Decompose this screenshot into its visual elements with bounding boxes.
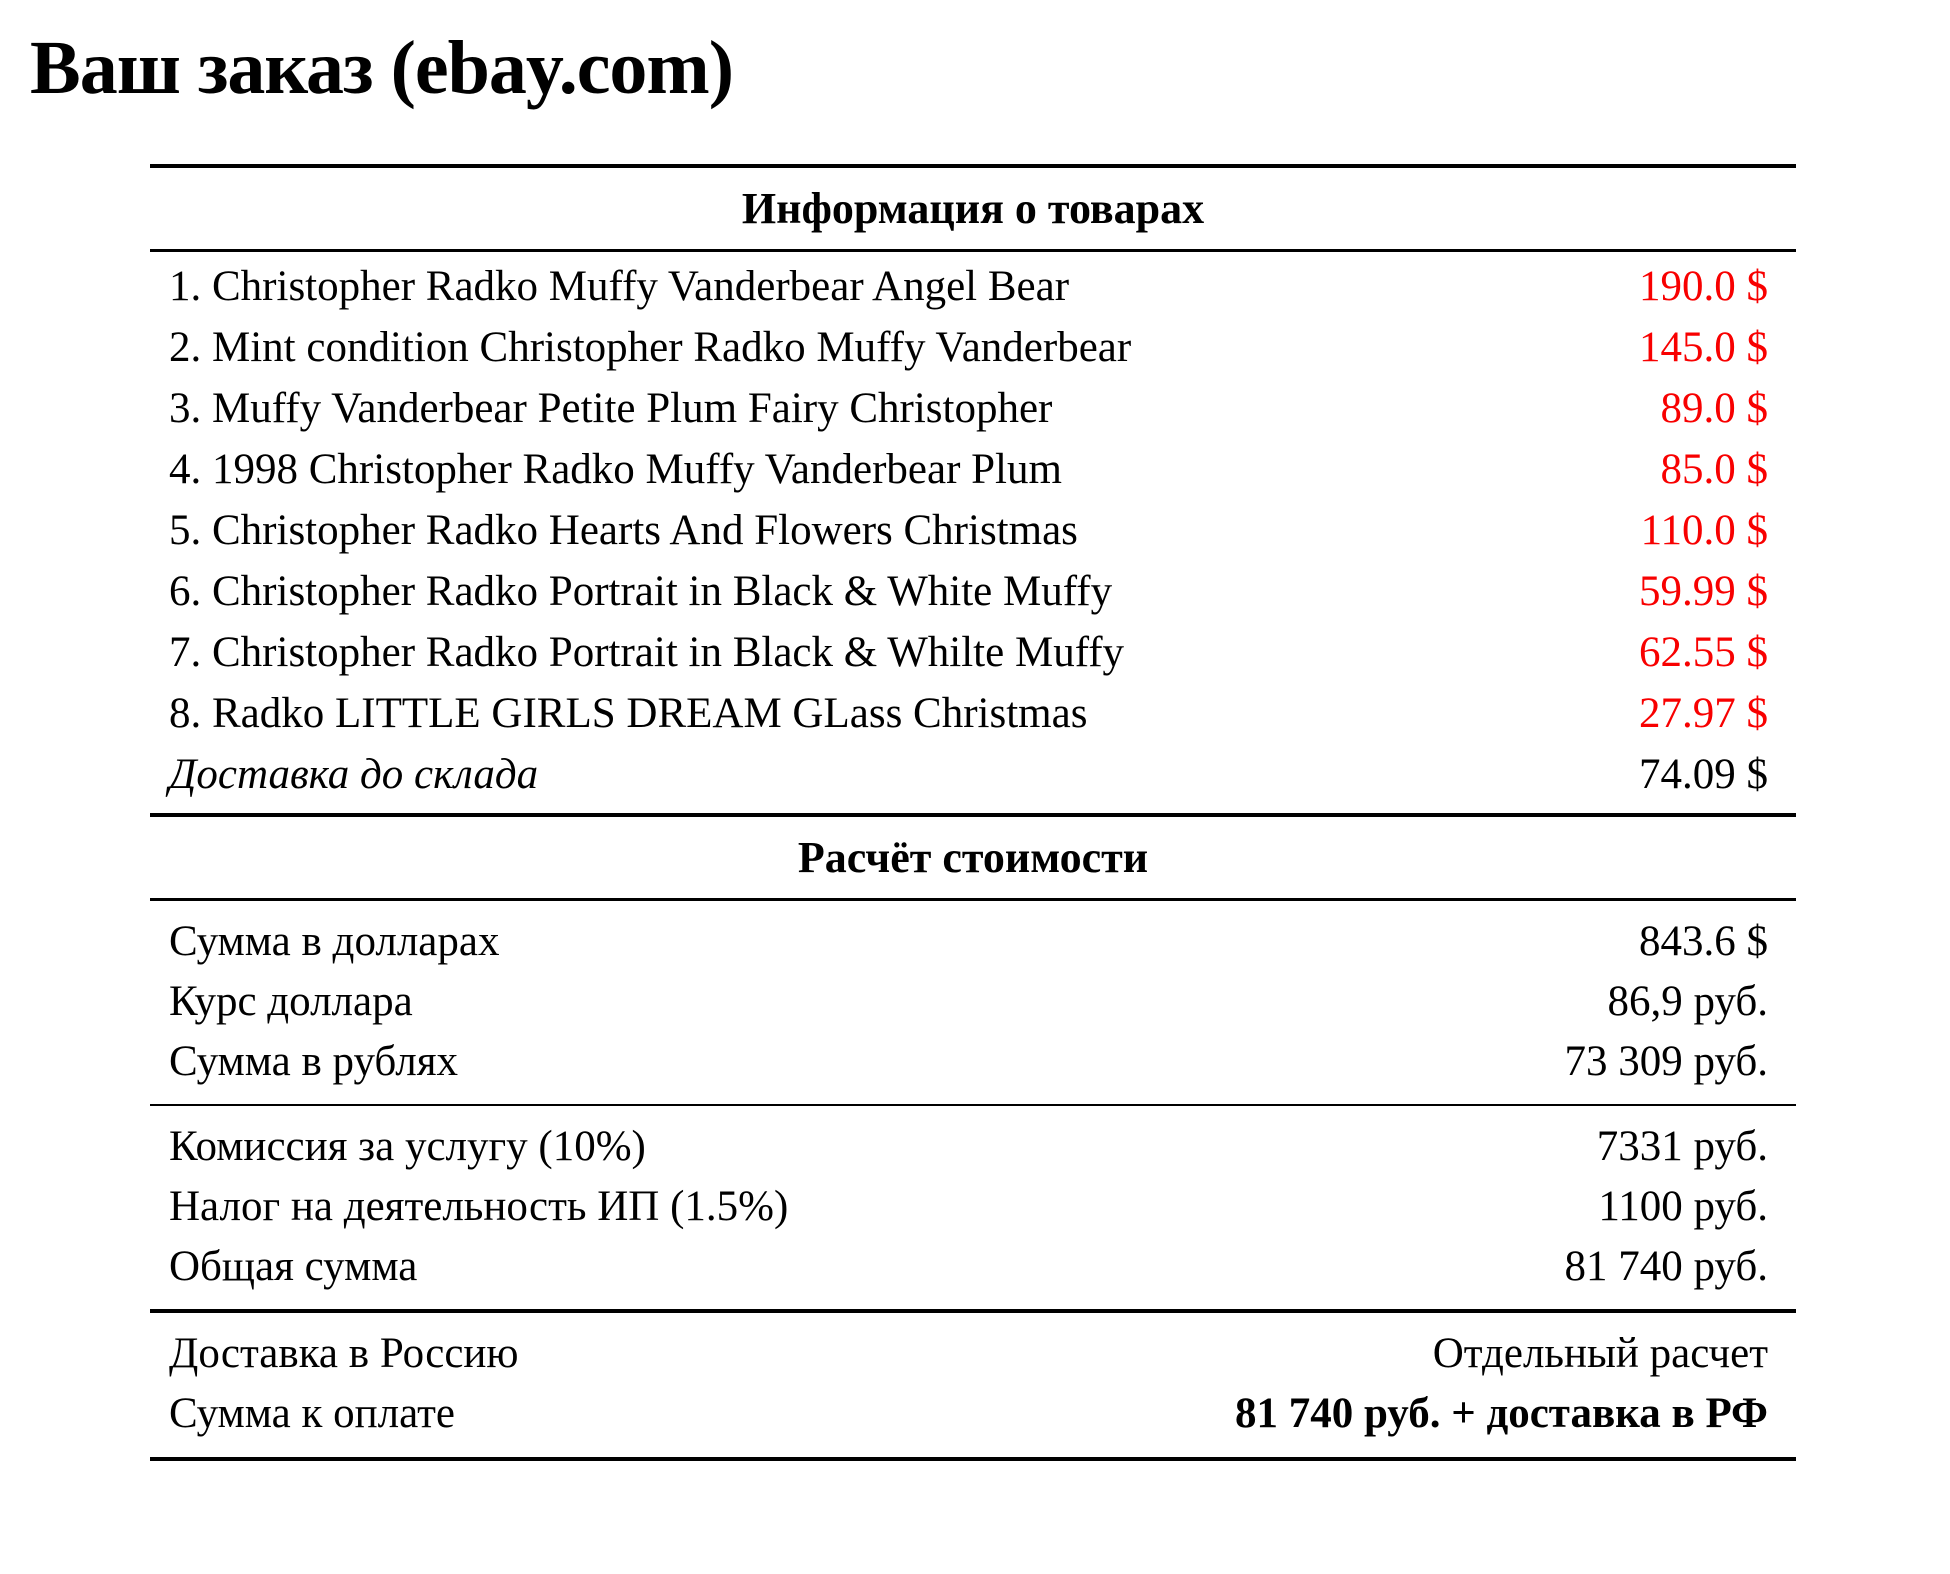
product-title: 5. Christopher Radko Hearts And Flowers Christmas — [169, 506, 1078, 554]
product-price: 59.99 $ — [1639, 567, 1768, 615]
product-row — [150, 256, 1796, 317]
product-title: 1. Christopher Radko Muffy Vanderbear Angel Bear — [169, 262, 1070, 310]
fee-value: 81 740 руб. — [1564, 1242, 1768, 1290]
product-title: 8. Radko LITTLE GIRLS DREAM GLass Christmas — [169, 689, 1088, 737]
product-title: 3. Muffy Vanderbear Petite Plum Fairy Christopher — [169, 384, 1053, 432]
calculation-row — [150, 972, 1796, 1032]
calculation-label: Курс доллара — [169, 977, 413, 1025]
final-row — [150, 1324, 1796, 1384]
fee-label: Комиссия за услугу (10%) — [169, 1122, 646, 1170]
product-price: 190.0 $ — [1639, 262, 1768, 310]
warehouse-shipping-row — [150, 744, 1796, 805]
product-row — [150, 439, 1796, 500]
final-rows — [150, 1313, 1796, 1457]
fee-row — [150, 1237, 1796, 1297]
final-row — [150, 1384, 1796, 1444]
product-list — [150, 252, 1796, 813]
product-row — [150, 622, 1796, 683]
product-title: 4. 1998 Christopher Radko Muffy Vanderbear Plum — [169, 445, 1062, 493]
product-price: 62.55 $ — [1639, 628, 1768, 676]
calculation-section-header: Расчёт стоимости — [797, 832, 1149, 882]
product-row — [150, 500, 1796, 561]
product-price: 110.0 $ — [1640, 506, 1768, 554]
final-label: Доставка в Россию — [169, 1329, 519, 1377]
order-summary-document — [0, 24, 1950, 1574]
table-bottom-rule — [150, 1457, 1796, 1461]
product-title: 2. Mint condition Christopher Radko Muffy Vanderbear — [169, 323, 1132, 371]
totals-usd-rows — [150, 901, 1796, 1104]
product-row — [150, 683, 1796, 744]
product-title: 7. Christopher Radko Portrait in Black & Whilte Muffy — [169, 628, 1125, 676]
fee-value: 7331 руб. — [1596, 1122, 1768, 1170]
fee-row — [150, 1117, 1796, 1177]
calculation-value: 73 309 руб. — [1564, 1037, 1768, 1085]
product-rows — [150, 256, 1796, 744]
calculation-label: Сумма в долларах — [169, 917, 500, 965]
products-section-header: Информация о товарах — [741, 183, 1205, 233]
fee-label: Общая сумма — [169, 1242, 418, 1290]
calculation-value: 843.6 $ — [1639, 917, 1768, 965]
calculation-row — [150, 1032, 1796, 1092]
product-title: 6. Christopher Radko Portrait in Black & White Muffy — [169, 567, 1113, 615]
product-row — [150, 378, 1796, 439]
final-value: 81 740 руб. + доставка в РФ — [1234, 1389, 1768, 1437]
final-label: Сумма к оплате — [169, 1389, 455, 1437]
calculation-row — [150, 912, 1796, 972]
product-price: 145.0 $ — [1639, 323, 1768, 371]
fee-value: 1100 руб. — [1598, 1182, 1768, 1230]
order-table — [150, 164, 1796, 1461]
calculation-value: 86,9 руб. — [1607, 977, 1768, 1025]
warehouse-shipping-label: Доставка до склада — [169, 750, 539, 798]
product-price: 89.0 $ — [1660, 384, 1768, 432]
page-title: Ваш заказ (ebay.com) — [30, 26, 734, 110]
product-price: 85.0 $ — [1660, 445, 1768, 493]
product-row — [150, 561, 1796, 622]
fee-row — [150, 1177, 1796, 1237]
product-row — [150, 317, 1796, 378]
product-price: 27.97 $ — [1639, 689, 1768, 737]
warehouse-shipping-price: 74.09 $ — [1639, 750, 1768, 798]
fee-label: Налог на деятельность ИП (1.5%) — [169, 1182, 789, 1230]
fees-rows — [150, 1106, 1796, 1309]
calculation-label: Сумма в рублях — [169, 1037, 458, 1085]
final-value: Отдельный расчет — [1432, 1329, 1768, 1377]
